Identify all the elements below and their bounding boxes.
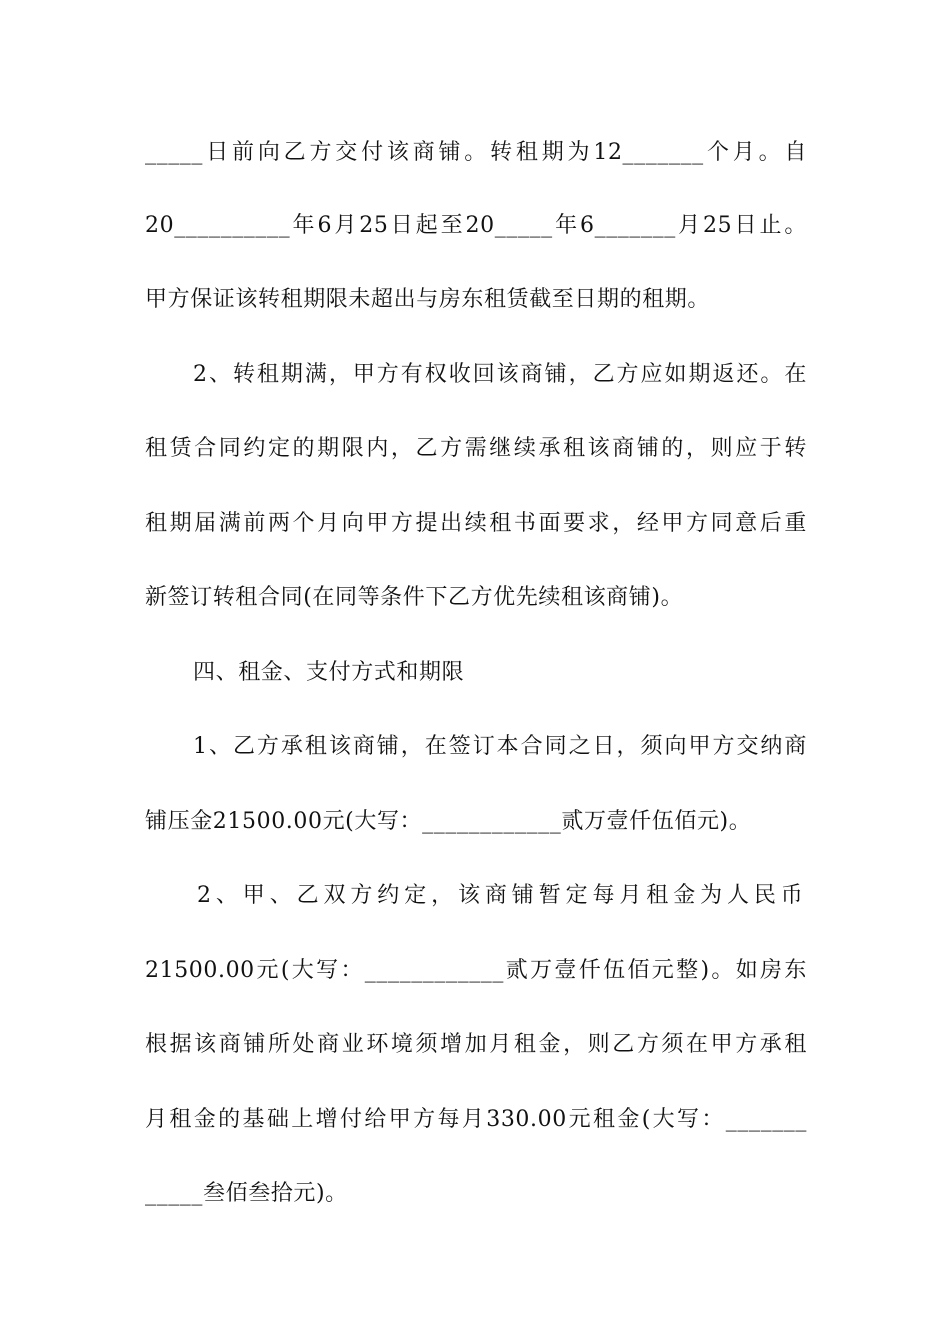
section-heading: 四、租金、支付方式和期限 xyxy=(193,660,465,685)
text-line-12: 21500.00元(大写：____________贰万壹仟伍佰元整)。如房东 xyxy=(145,958,807,983)
text-line-14: 月租金的基础上增付给甲方每月330.00元租金(大写：_______ xyxy=(145,1107,807,1132)
text-line-10: 铺压金21500.00元(大写：____________贰万壹仟伍佰元)。 xyxy=(145,809,752,834)
text-line-4: 2、转租期满，甲方有权收回该商铺，乙方应如期返还。在 xyxy=(193,362,807,387)
text-line-1: _____日前向乙方交付该商铺。转租期为12_______个月。自 xyxy=(145,140,807,165)
text-line-3: 甲方保证该转租期限未超出与房东租赁截至日期的租期。 xyxy=(145,287,711,312)
text-line-7: 新签订转租合同(在同等条件下乙方优先续租该商铺)。 xyxy=(145,585,684,610)
text-line-11: 2、甲、乙双方约定，该商铺暂定每月租金为人民币 xyxy=(197,883,807,908)
text-line-15: _____叁佰叁拾元)。 xyxy=(145,1181,348,1206)
text-line-2: 20__________年6月25日起至20_____年6_______月25日止。 xyxy=(145,213,807,238)
text-line-13: 根据该商铺所处商业环境须增加月租金，则乙方须在甲方承租 xyxy=(145,1032,807,1057)
text-line-6: 租期届满前两个月向甲方提出续租书面要求，经甲方同意后重 xyxy=(145,511,807,536)
text-line-9: 1、乙方承租该商铺，在签订本合同之日，须向甲方交纳商 xyxy=(193,734,807,759)
text-line-5: 租赁合同约定的期限内，乙方需继续承租该商铺的，则应于转 xyxy=(145,436,807,461)
